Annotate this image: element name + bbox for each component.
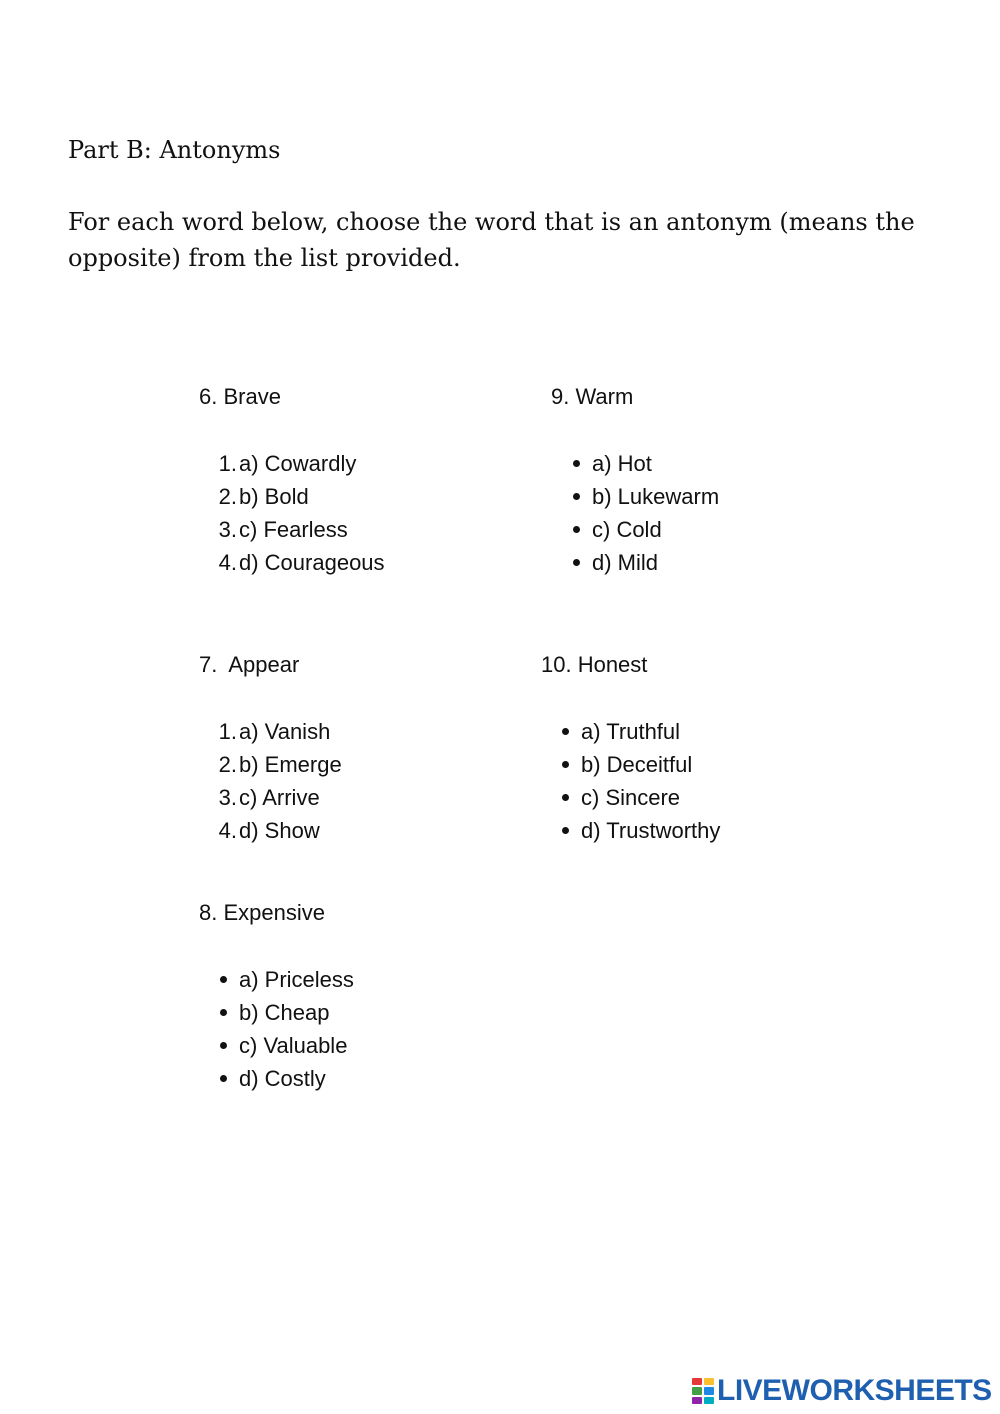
option-6d[interactable]: 4. d) Courageous xyxy=(239,546,385,579)
option-9c[interactable]: c) Cold xyxy=(592,513,719,546)
question-8-title: 8. Expensive xyxy=(199,900,325,925)
question-7-title: 7. Appear xyxy=(199,652,300,677)
option-7c[interactable]: 3. c) Arrive xyxy=(239,781,342,814)
bullet-icon xyxy=(571,447,581,480)
option-marker: 1. xyxy=(218,719,237,744)
bullet-icon xyxy=(218,996,228,1029)
option-marker: 4. xyxy=(218,550,237,575)
option-8b[interactable]: b) Cheap xyxy=(239,996,354,1029)
option-10a[interactable]: a) Truthful xyxy=(581,715,720,748)
question-7-options xyxy=(218,715,342,847)
option-marker: 2. xyxy=(218,752,237,777)
bullet-icon xyxy=(218,963,228,996)
bullet-icon xyxy=(218,1062,228,1095)
option-6a[interactable]: 1. a) Cowardly xyxy=(239,447,385,480)
option-9b[interactable]: b) Lukewarm xyxy=(592,480,719,513)
question-9-title: 9. Warm xyxy=(551,384,634,409)
question-10-title: 10. Honest xyxy=(541,652,648,677)
page-heading: Part B: Antonyms xyxy=(68,136,281,164)
logo-tile xyxy=(692,1378,702,1385)
instructions: For each word below, choose the word that is an antonym (means the opposite) from the list provided. xyxy=(68,208,915,272)
option-8a[interactable]: a) Priceless xyxy=(239,963,354,996)
question-10-options xyxy=(581,715,720,847)
bullet-icon xyxy=(560,715,570,748)
option-8d[interactable]: d) Costly xyxy=(239,1062,354,1095)
option-7a[interactable]: 1. a) Vanish xyxy=(239,715,342,748)
bullet-icon xyxy=(218,1029,228,1062)
option-10b[interactable]: b) Deceitful xyxy=(581,748,720,781)
logo-tile xyxy=(692,1397,702,1404)
option-7d[interactable]: 4. d) Show xyxy=(239,814,342,847)
logo-tile xyxy=(704,1397,714,1404)
bullet-icon xyxy=(560,748,570,781)
option-6c[interactable]: 3. c) Fearless xyxy=(239,513,385,546)
option-marker: 2. xyxy=(218,484,237,509)
option-7b[interactable]: 2. b) Emerge xyxy=(239,748,342,781)
option-10c[interactable]: c) Sincere xyxy=(581,781,720,814)
liveworksheets-logo xyxy=(692,1374,992,1408)
option-marker: 3. xyxy=(218,517,237,542)
option-marker: 3. xyxy=(218,785,237,810)
option-marker: 4. xyxy=(218,818,237,843)
bullet-icon xyxy=(560,814,570,847)
logo-tile xyxy=(704,1378,714,1385)
option-10d[interactable]: d) Trustworthy xyxy=(581,814,720,847)
option-6b[interactable]: 2. b) Bold xyxy=(239,480,385,513)
logo-text: LIVEWORKSHEETS xyxy=(717,1374,992,1407)
bullet-icon xyxy=(571,513,581,546)
option-9a[interactable]: a) Hot xyxy=(592,447,719,480)
bullet-icon xyxy=(571,546,581,579)
question-9-options xyxy=(592,447,719,579)
bullet-icon xyxy=(571,480,581,513)
bullet-icon xyxy=(560,781,570,814)
question-6-title: 6. Brave xyxy=(199,384,281,409)
liveworksheets-logo-icon xyxy=(692,1378,714,1404)
logo-tile xyxy=(704,1387,714,1394)
question-6-options xyxy=(218,447,385,579)
option-8c[interactable]: c) Valuable xyxy=(239,1029,354,1062)
question-8-options xyxy=(239,963,354,1095)
logo-tile xyxy=(692,1387,702,1394)
option-9d[interactable]: d) Mild xyxy=(592,546,719,579)
option-marker: 1. xyxy=(218,451,237,476)
